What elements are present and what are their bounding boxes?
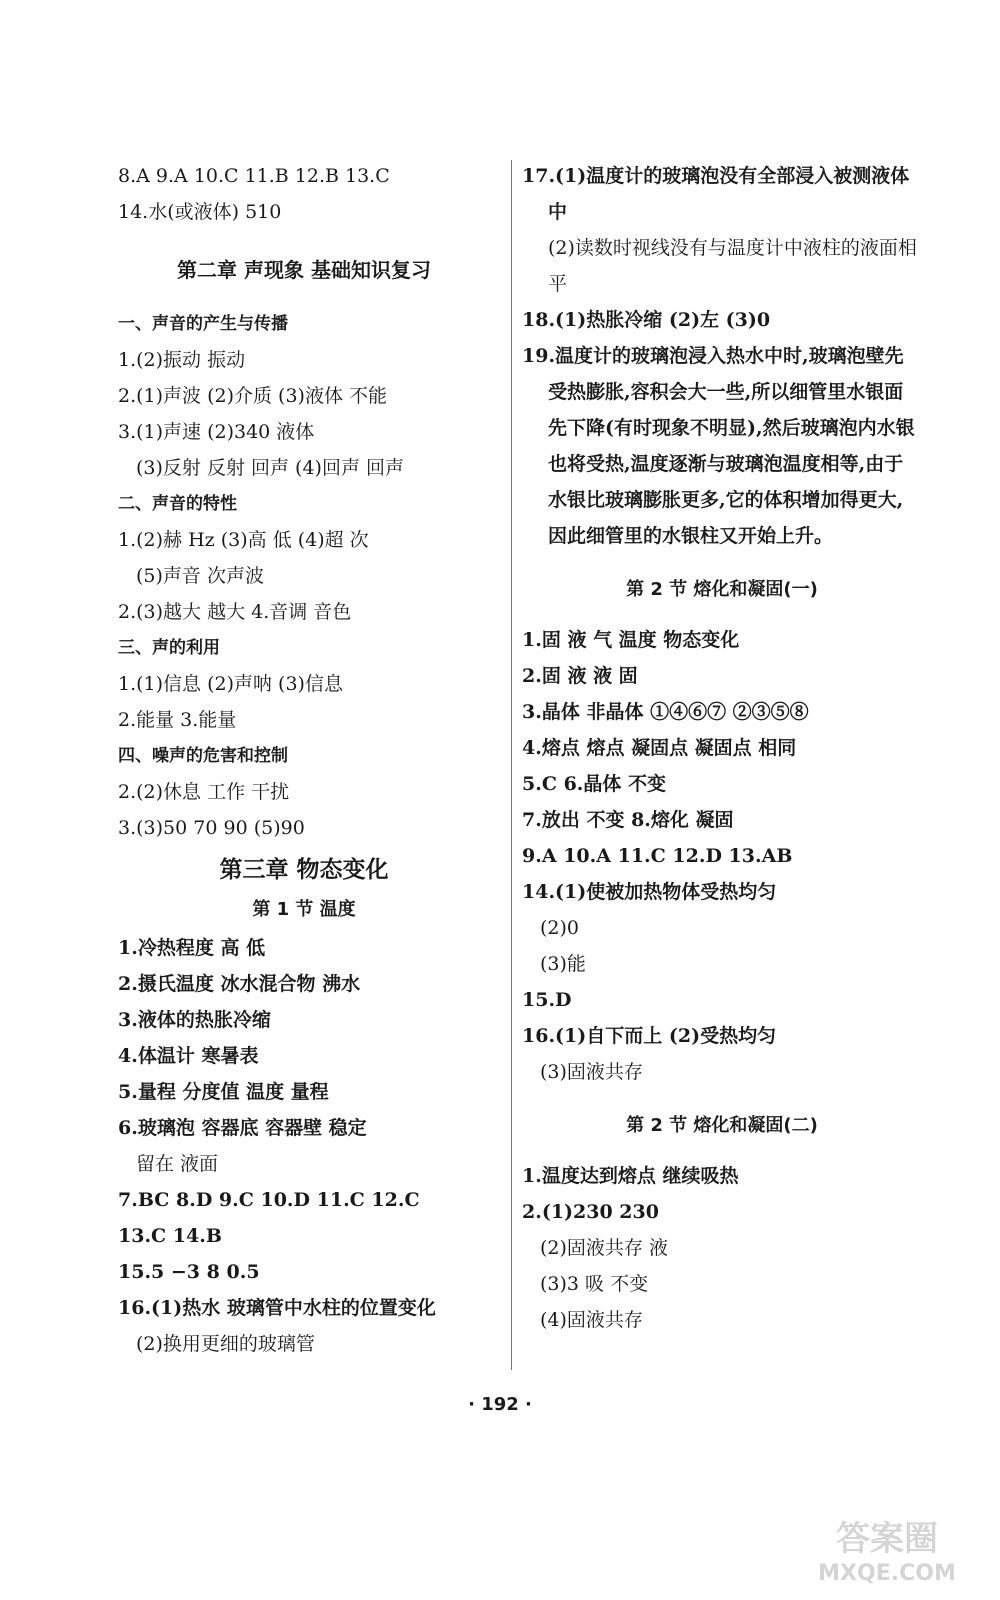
subsection-title: 二、声音的特性 — [118, 494, 237, 514]
answer-line: 5.量程 分度值 温度 量程 — [118, 1081, 329, 1103]
watermark-logo — [792, 1508, 982, 1588]
answer-line: 14.(1)使被加热物体受热均匀 — [522, 881, 777, 903]
answer-line: 13.C 14.B — [118, 1225, 222, 1247]
answer-paragraph: 19.温度计的玻璃泡浸入热水中时,玻璃泡壁先受热膨胀,容积会大一些,所以细管里水银面先下降(有时现象不明显),然后玻璃泡内水银也将受热,温度逐渐与玻璃泡温度相等,由于水银比玻璃膨胀更多,它的体积增加得更大,因此细管里的水银柱又开始上升。 — [522, 345, 915, 547]
answer-line: 3.晶体 非晶体 ①④⑥⑦ ②③⑤⑧ — [522, 701, 809, 723]
answer-line: (5)声音 次声波 — [136, 565, 264, 587]
answer-line: 1.冷热程度 高 低 — [118, 937, 266, 959]
answer-line: (3)固液共存 — [540, 1061, 643, 1083]
column-divider — [511, 160, 512, 1370]
answer-line: 1.(1)信息 (2)声呐 (3)信息 — [118, 673, 343, 695]
answer-paragraph: (2)读数时视线没有与温度计中液柱的液面相平 — [548, 237, 917, 295]
subsection-title: 三、声的利用 — [118, 638, 220, 658]
answer-line: 1.(2)振动 振动 — [118, 349, 246, 371]
watermark-icon — [792, 1508, 982, 1588]
answer-line: 2.(2)休息 工作 干扰 — [118, 781, 290, 803]
answer-line: 1.固 液 气 温度 物态变化 — [522, 629, 740, 651]
answer-line: (3)反射 反射 回声 (4)回声 回声 — [136, 457, 404, 479]
answer-line: 3.(3)50 70 90 (5)90 — [118, 817, 305, 839]
answer-line: 9.A 10.A 11.C 12.D 13.AB — [522, 845, 793, 867]
answer-line: (2)换用更细的玻璃管 — [136, 1333, 315, 1355]
subsection-title: 一、声音的产生与传播 — [118, 314, 288, 334]
answer-line: (2)固液共存 液 — [540, 1237, 668, 1259]
answer-line: (3)能 — [540, 953, 586, 975]
answer-line: 18.(1)热胀冷缩 (2)左 (3)0 — [522, 309, 771, 331]
answer-line: 6.玻璃泡 容器底 容器壁 稳定 — [118, 1117, 367, 1139]
answer-line: 5.C 6.晶体 不变 — [522, 773, 667, 795]
subsection-title: 四、噪声的危害和控制 — [118, 746, 288, 766]
answer-line: 7.放出 不变 8.熔化 凝固 — [522, 809, 734, 831]
answer-line: 7.BC 8.D 9.C 10.D 11.C 12.C — [118, 1189, 420, 1211]
answer-line: 2.(1)声波 (2)介质 (3)液体 不能 — [118, 385, 387, 407]
answer-line: (4)固液共存 — [540, 1309, 643, 1331]
answer-line: 4.熔点 熔点 凝固点 凝固点 相同 — [522, 737, 797, 759]
answer-line: 3.液体的热胀冷缩 — [118, 1009, 271, 1031]
answer-line: 2.摄氏温度 冰水混合物 沸水 — [118, 973, 361, 995]
answer-line: 14.水(或液体) 510 — [118, 201, 282, 223]
left-column — [118, 158, 490, 1362]
chapter-2-title: 第二章 声现象 基础知识复习 — [177, 258, 431, 282]
answer-line: 1.(2)赫 Hz (3)高 低 (4)超 次 — [118, 529, 369, 551]
section-title: 第 2 节 熔化和凝固(二) — [626, 1115, 818, 1136]
answer-line: 留在 液面 — [136, 1153, 219, 1175]
section-title: 第 2 节 熔化和凝固(一) — [626, 579, 818, 600]
section-title: 第 1 节 温度 — [252, 899, 356, 920]
answer-line: (2)0 — [540, 917, 580, 939]
answer-line: 15.D — [522, 989, 572, 1011]
answer-line: 4.体温计 寒暑表 — [118, 1045, 259, 1067]
answer-line: 1.温度达到熔点 继续吸热 — [522, 1165, 739, 1187]
watermark-url-text: MXQE.COM — [818, 1561, 956, 1586]
answer-line: 8.A 9.A 10.C 11.B 12.B 13.C — [118, 165, 390, 187]
watermark-logo-text: 答案圈 — [836, 1519, 938, 1559]
answer-line: 2.(1)230 230 — [522, 1201, 659, 1223]
answer-line: 2.(3)越大 越大 4.音调 音色 — [118, 601, 352, 623]
answer-line: 16.(1)热水 玻璃管中水柱的位置变化 — [118, 1297, 436, 1319]
answer-line: (3)3 吸 不变 — [540, 1273, 649, 1295]
chapter-3-title: 第三章 物态变化 — [219, 857, 389, 883]
answer-paragraph: 17.(1)温度计的玻璃泡没有全部浸入被测液体中 — [522, 165, 910, 223]
answer-line: 3.(1)声速 (2)340 液体 — [118, 421, 315, 443]
right-column — [522, 158, 922, 1338]
answer-line: 2.能量 3.能量 — [118, 709, 237, 731]
answer-line: 15.5 −3 8 0.5 — [118, 1261, 260, 1283]
page-number: · 192 · — [468, 1394, 532, 1415]
answer-line: 16.(1)自下而上 (2)受热均匀 — [522, 1025, 777, 1047]
answer-line: 2.固 液 液 固 — [522, 665, 638, 687]
